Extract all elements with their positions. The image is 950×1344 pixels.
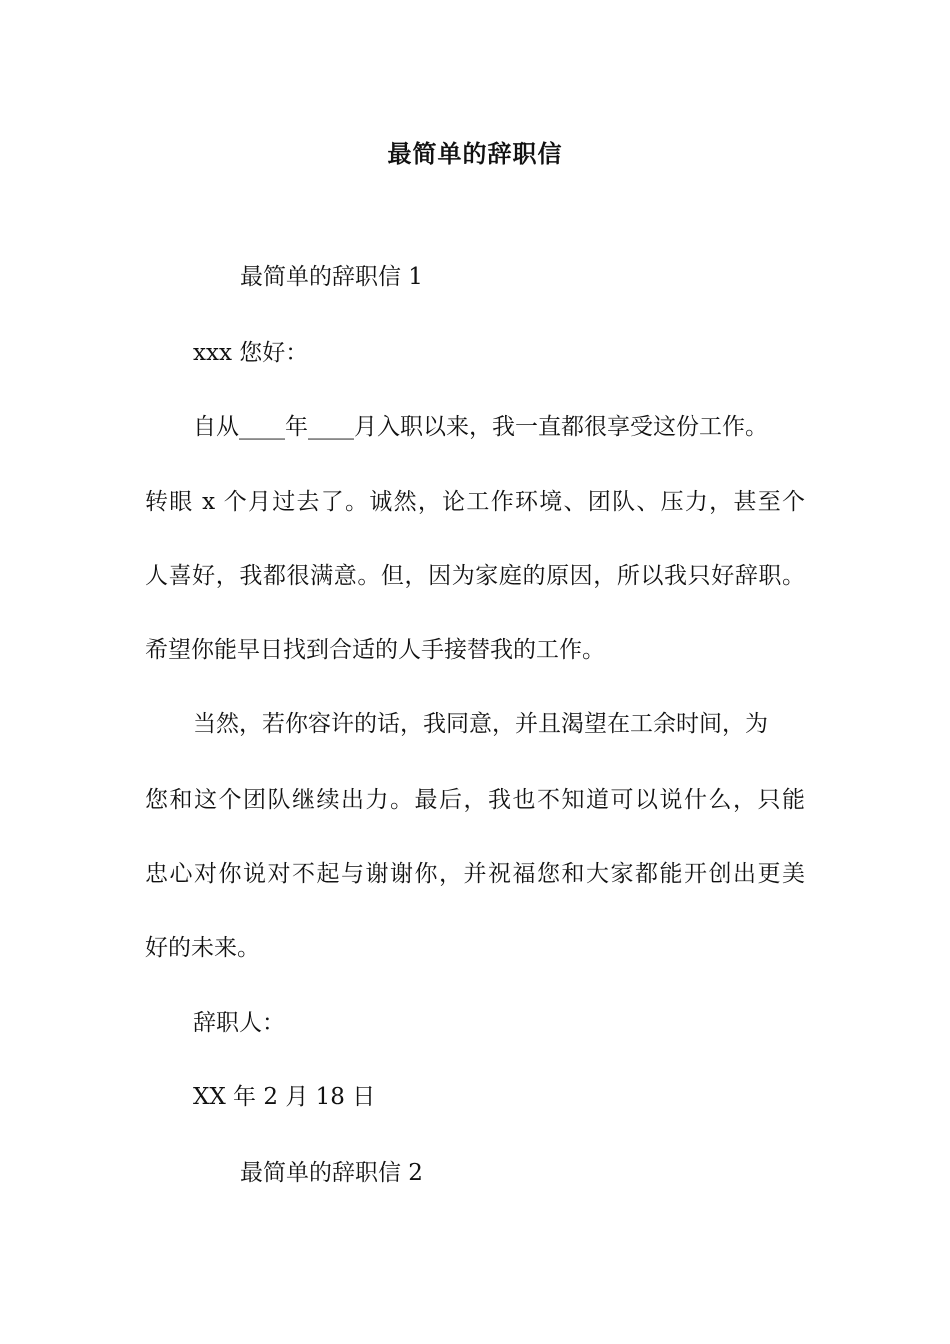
signature-label: 辞职人： [193, 1010, 285, 1036]
paragraph-1-line-4: 希望你能早日找到合适的人手接替我的工作。 [145, 637, 605, 663]
paragraph-2-line-3: 忠心对你说对不起与谢谢你，并祝福您和大家都能开创出更美 [145, 861, 805, 887]
paragraph-1-line-3: 人喜好，我都很满意。但，因为家庭的原因，所以我只好辞职。 [145, 563, 805, 589]
paragraph-1-line-2: 转眼 x 个月过去了。诚然，论工作环境、团队、压力，甚至个 [145, 489, 805, 515]
paragraph-2-line-2: 您和这个团队继续出力。最后，我也不知道可以说什么，只能 [145, 787, 805, 813]
paragraph-1-line-1: 自从____年____月入职以来，我一直都很享受这份工作。 [193, 414, 768, 440]
greeting: xxx 您好： [193, 340, 309, 366]
letter-date: XX 年 2 月 18 日 [193, 1084, 376, 1110]
paragraph-2-line-4: 好的未来。 [145, 935, 260, 961]
section-heading-2: 最简单的辞职信 2 [240, 1160, 423, 1186]
paragraph-2-line-1: 当然，若你容许的话，我同意，并且渴望在工余时间，为 [193, 711, 768, 737]
section-heading-1: 最简单的辞职信 1 [240, 264, 423, 290]
document-title: 最简单的辞职信 [387, 139, 563, 168]
